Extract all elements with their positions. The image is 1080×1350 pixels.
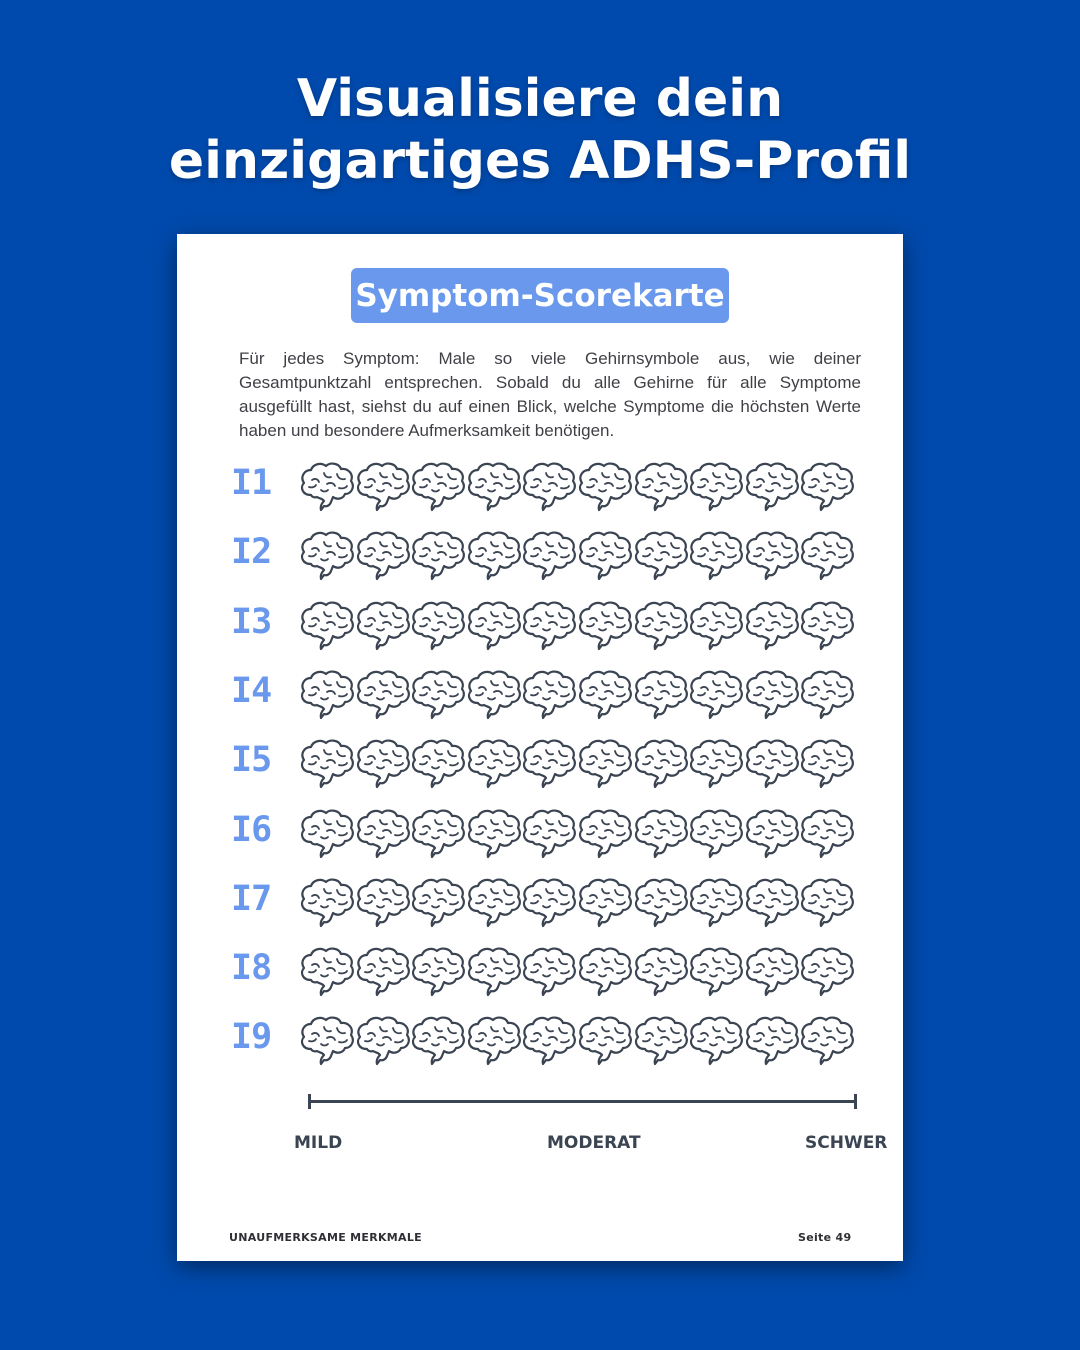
headline-line-2: einzigartiges ADHS-Profil (168, 131, 912, 191)
brain-icon[interactable] (464, 459, 524, 515)
brain-icon[interactable] (742, 459, 802, 515)
scale-label-severe: SCHWER (805, 1133, 888, 1153)
brain-icon[interactable] (742, 806, 802, 862)
brain-icon[interactable] (797, 806, 857, 862)
brain-icon[interactable] (742, 598, 802, 654)
brain-icon[interactable] (575, 667, 635, 723)
worksheet-page (177, 234, 903, 1261)
brain-icon[interactable] (742, 875, 802, 931)
brain-icon[interactable] (353, 598, 413, 654)
symptom-label: I9 (231, 1017, 272, 1057)
brain-icon[interactable] (297, 736, 357, 792)
brain-icon[interactable] (631, 528, 691, 584)
brain-icon[interactable] (631, 598, 691, 654)
brain-icon[interactable] (353, 667, 413, 723)
brain-icon[interactable] (742, 1013, 802, 1069)
brain-icon[interactable] (686, 1013, 746, 1069)
brain-icon[interactable] (297, 1013, 357, 1069)
brain-icon[interactable] (686, 667, 746, 723)
brain-icon[interactable] (519, 944, 579, 1000)
headline (0, 68, 1080, 192)
brain-icon[interactable] (297, 459, 357, 515)
brain-icon[interactable] (353, 875, 413, 931)
symptom-label: I8 (231, 948, 272, 988)
brain-icon[interactable] (408, 875, 468, 931)
brain-icon[interactable] (797, 944, 857, 1000)
brain-icon[interactable] (408, 667, 468, 723)
brain-icon[interactable] (353, 806, 413, 862)
brain-icon-set (297, 528, 862, 584)
brain-icon-set (297, 736, 862, 792)
brain-icon[interactable] (519, 459, 579, 515)
symptom-row-i2 (231, 528, 871, 584)
brain-icon[interactable] (408, 1013, 468, 1069)
brain-icon[interactable] (464, 598, 524, 654)
brain-icon[interactable] (631, 944, 691, 1000)
symptom-row-i8 (231, 944, 871, 1000)
brain-icon[interactable] (297, 598, 357, 654)
brain-icon[interactable] (631, 736, 691, 792)
brain-icon[interactable] (575, 1013, 635, 1069)
brain-icon[interactable] (575, 944, 635, 1000)
brain-icon[interactable] (631, 806, 691, 862)
brain-icon[interactable] (686, 598, 746, 654)
brain-icon[interactable] (797, 736, 857, 792)
symptom-row-i7 (231, 875, 871, 931)
brain-icon[interactable] (686, 528, 746, 584)
brain-icon[interactable] (519, 667, 579, 723)
brain-icon[interactable] (519, 598, 579, 654)
brain-icon[interactable] (631, 875, 691, 931)
brain-icon[interactable] (519, 1013, 579, 1069)
brain-icon[interactable] (797, 459, 857, 515)
brain-icon[interactable] (464, 806, 524, 862)
brain-icon[interactable] (631, 1013, 691, 1069)
scale-label-moderate: MODERAT (547, 1133, 641, 1153)
symptom-row-i9 (231, 1013, 871, 1069)
symptom-row-i3 (231, 598, 871, 654)
brain-icon[interactable] (742, 944, 802, 1000)
headline-line-1: Visualisiere dein (296, 69, 784, 129)
brain-icon[interactable] (631, 459, 691, 515)
brain-icon[interactable] (742, 528, 802, 584)
symptom-label: I2 (231, 532, 272, 572)
brain-icon[interactable] (797, 1013, 857, 1069)
brain-icon[interactable] (464, 667, 524, 723)
severity-scale-line (308, 1100, 856, 1103)
footer-page-number: Seite 49 (798, 1231, 852, 1244)
brain-icon[interactable] (464, 875, 524, 931)
brain-icon[interactable] (686, 875, 746, 931)
brain-icon-set (297, 875, 862, 931)
brain-icon[interactable] (464, 1013, 524, 1069)
symptom-label: I1 (231, 463, 272, 503)
brain-icon[interactable] (797, 598, 857, 654)
brain-icon[interactable] (408, 944, 468, 1000)
brain-icon[interactable] (519, 528, 579, 584)
brain-icon[interactable] (408, 806, 468, 862)
brain-icon[interactable] (631, 667, 691, 723)
symptom-label: I3 (231, 602, 272, 642)
brain-icon[interactable] (575, 528, 635, 584)
brain-icon[interactable] (408, 736, 468, 792)
symptom-label: I7 (231, 879, 272, 919)
brain-icon[interactable] (353, 736, 413, 792)
symptom-label: I6 (231, 810, 272, 850)
scale-label-mild: MILD (294, 1133, 343, 1153)
brain-icon[interactable] (686, 944, 746, 1000)
brain-icon[interactable] (686, 459, 746, 515)
instructions-text: Für jedes Symptom: Male so viele Gehirnsymbole aus, wie deiner Gesamtpunktzahl entsprechen. Sobald du alle Gehirne für alle Symptome ausgefüllt hast, siehst du auf einen Blick, welche Symptome die höchsten Werte haben und besondere Aufmerksamkeit benötigen. (239, 349, 861, 440)
brain-icon-set (297, 944, 862, 1000)
brain-icon[interactable] (797, 875, 857, 931)
symptom-row-i1 (231, 459, 871, 515)
footer-section-title: UNAUFMERKSAME MERKMALE (229, 1231, 422, 1244)
brain-icon[interactable] (353, 1013, 413, 1069)
brain-icon[interactable] (519, 806, 579, 862)
brain-icon[interactable] (575, 875, 635, 931)
brain-icon[interactable] (297, 528, 357, 584)
symptom-row-i5 (231, 736, 871, 792)
brain-icon-set (297, 598, 862, 654)
brain-icon[interactable] (519, 875, 579, 931)
symptom-label: I4 (231, 671, 272, 711)
brain-icon[interactable] (686, 736, 746, 792)
brain-icon-set (297, 806, 862, 862)
brain-icon[interactable] (797, 667, 857, 723)
brain-icon[interactable] (464, 736, 524, 792)
brain-icon-set (297, 459, 862, 515)
brain-icon[interactable] (297, 806, 357, 862)
brain-icon-set (297, 1013, 862, 1069)
brain-icon[interactable] (353, 944, 413, 1000)
brain-icon[interactable] (519, 736, 579, 792)
brain-icon[interactable] (297, 875, 357, 931)
brain-icon[interactable] (408, 598, 468, 654)
brain-icon[interactable] (353, 459, 413, 515)
brain-icon[interactable] (575, 806, 635, 862)
brain-icon[interactable] (686, 806, 746, 862)
brain-icon[interactable] (742, 736, 802, 792)
symptom-row-i6 (231, 806, 871, 862)
brain-icon[interactable] (575, 598, 635, 654)
brain-icon[interactable] (797, 528, 857, 584)
brain-icon[interactable] (464, 528, 524, 584)
brain-icon[interactable] (408, 459, 468, 515)
brain-icon[interactable] (297, 667, 357, 723)
page-title: Symptom-Scorekarte (351, 268, 729, 323)
brain-icon-set (297, 667, 862, 723)
brain-icon[interactable] (575, 459, 635, 515)
brain-icon[interactable] (742, 667, 802, 723)
brain-icon[interactable] (297, 944, 357, 1000)
symptom-row-i4 (231, 667, 871, 723)
brain-icon[interactable] (353, 528, 413, 584)
symptom-label: I5 (231, 740, 272, 780)
brain-icon[interactable] (464, 944, 524, 1000)
scale-tick-end (854, 1094, 857, 1109)
brain-icon[interactable] (575, 736, 635, 792)
brain-icon[interactable] (408, 528, 468, 584)
